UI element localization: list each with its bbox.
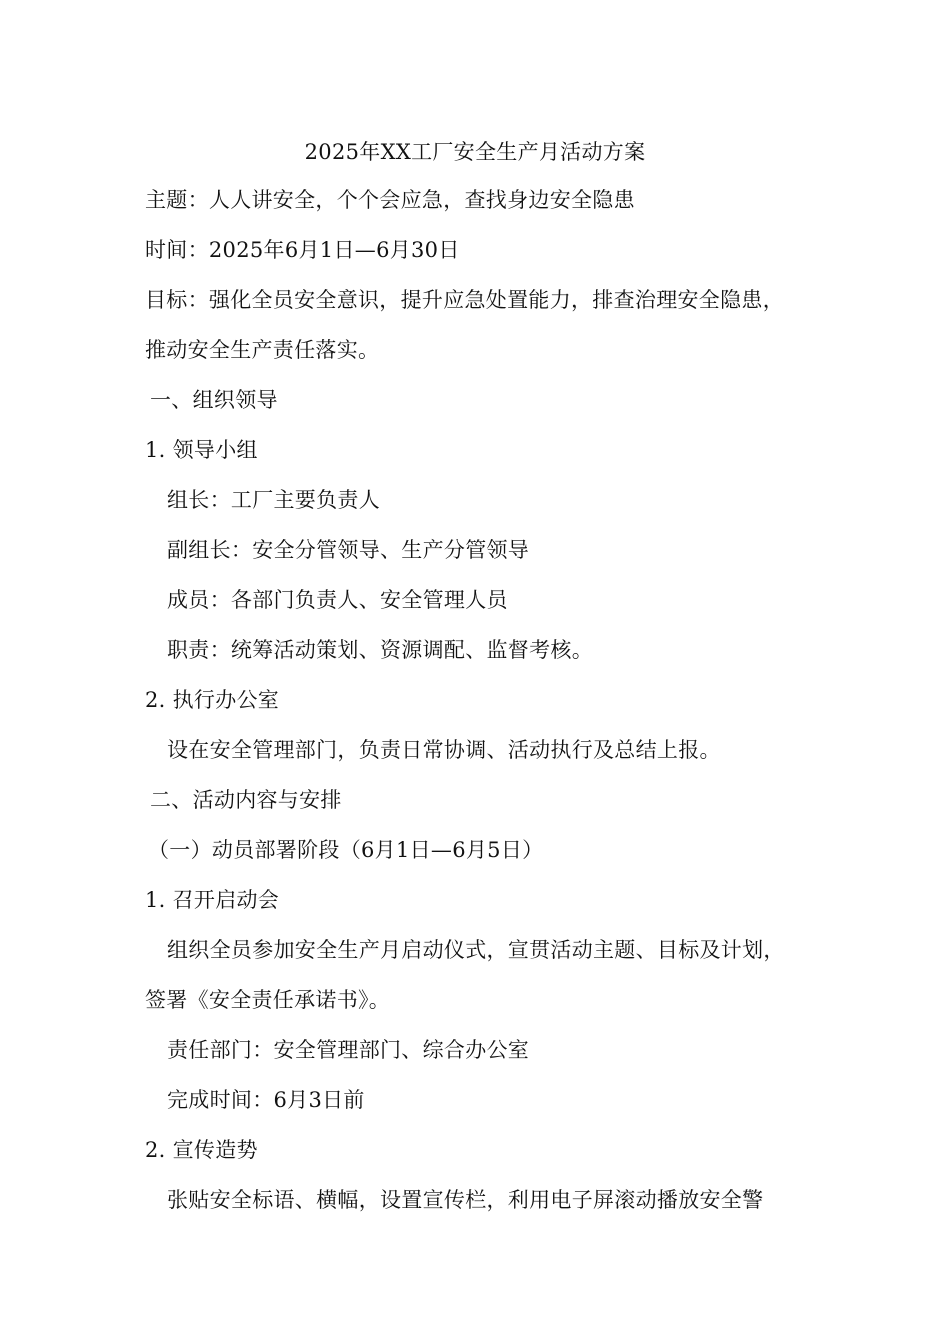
members-line: 成员：各部门负责人、安全管理人员 <box>167 588 508 612</box>
section-heading-organization: 一、组织领导 <box>150 388 278 412</box>
kickoff-dept-line: 责任部门：安全管理部门、综合办公室 <box>167 1038 530 1062</box>
kickoff-body-line-2: 签署《安全责任承诺书》。 <box>145 988 391 1012</box>
document-title: 2025年XX工厂安全生产月活动方案 <box>304 140 646 164</box>
goal-line-2: 推动安全生产责任落实。 <box>145 338 380 362</box>
goal-line-1: 目标：强化全员安全意识，提升应急处置能力，排查治理安全隐患， <box>145 288 784 312</box>
subheading-executive-office: 2. 执行办公室 <box>145 688 280 712</box>
deputy-line: 副组长：安全分管领导、生产分管领导 <box>167 538 530 562</box>
publicity-body-line-1: 张贴安全标语、横幅，设置宣传栏，利用电子屏滚动播放安全警 <box>167 1188 764 1212</box>
item-heading-publicity: 2. 宣传造势 <box>145 1138 258 1162</box>
leader-line: 组长：工厂主要负责人 <box>167 488 380 512</box>
time-line: 时间：2025年6月1日—6月30日 <box>145 238 460 262</box>
kickoff-deadline-line: 完成时间：6月3日前 <box>167 1088 365 1112</box>
subheading-leadership-group: 1. 领导小组 <box>145 438 258 462</box>
executive-office-body: 设在安全管理部门，负责日常协调、活动执行及总结上报。 <box>167 738 721 762</box>
theme-line: 主题：人人讲安全，个个会应急，查找身边安全隐患 <box>145 188 635 212</box>
section-heading-activities: 二、活动内容与安排 <box>150 788 342 812</box>
item-heading-kickoff: 1. 召开启动会 <box>145 888 280 912</box>
kickoff-body-line-1: 组织全员参加安全生产月启动仪式，宣贯活动主题、目标及计划， <box>167 938 785 962</box>
duties-line: 职责：统筹活动策划、资源调配、监督考核。 <box>167 638 593 662</box>
phase-heading-mobilization: （一）动员部署阶段（6月1日—6月5日） <box>148 838 544 862</box>
